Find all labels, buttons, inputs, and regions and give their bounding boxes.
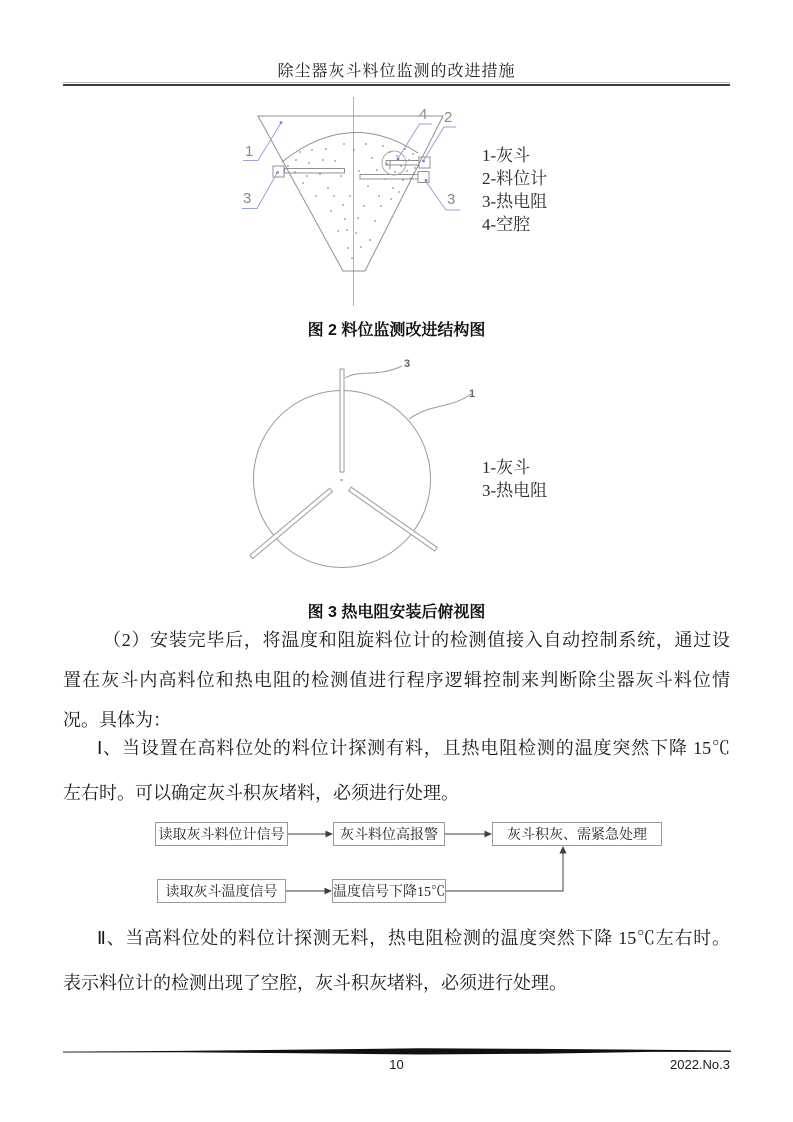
- fig2-callout-4: 4: [419, 106, 428, 123]
- fig2-legend-item: 3-热电阻: [482, 192, 548, 211]
- footer-rule: [63, 1048, 731, 1054]
- fig2-callout-1: 1: [245, 143, 254, 160]
- text-line: Ⅱ、当高料位处的料位计探测无料，热电阻检测的温度突然下降 15℃左右时。: [97, 928, 730, 948]
- header-rule: [63, 84, 730, 86]
- text-line: 况。具体为：: [63, 710, 171, 730]
- text-line: 左右时。可以确定灰斗积灰堵料，必须进行处理。: [63, 783, 459, 803]
- fig2-callout-3-left: 3: [243, 190, 252, 207]
- issue-label: 2022.No.3: [670, 1057, 730, 1072]
- flow-box-ash-emergency: 灰斗积灰、需紧急处理: [492, 822, 662, 846]
- page-title: 除尘器灰斗料位监测的改进措施: [277, 63, 516, 80]
- text-line: （2）安装完毕后，将温度和阻旋料位计的检测值接入自动控制系统，通过设: [103, 630, 730, 650]
- paragraph-intro: [63, 620, 730, 740]
- hopper-outline: [258, 116, 443, 271]
- flow-box-read-level-signal: 读取灰斗料位计信号: [155, 822, 288, 846]
- fig2-legend: [482, 144, 547, 236]
- text-line: 表示料位计的检测出现了空腔，灰斗积灰堵料，必须进行处理。: [63, 973, 567, 993]
- page-number: 10: [389, 1057, 404, 1072]
- text-line: 置在灰斗内高料位和热电阻的检测值进行程序逻辑控制来判断除尘器灰斗料位情: [63, 670, 730, 690]
- fig2-callout-3-right: 3: [447, 191, 456, 208]
- fig3-callout-1: 1: [469, 388, 476, 400]
- fig3-caption: 图 3 热电阻安装后俯视图: [307, 604, 486, 621]
- topview-drawing: [250, 366, 471, 568]
- paragraph-case-1: [63, 726, 730, 816]
- fig3-legend-item: 1-灰斗: [482, 458, 531, 477]
- text-line: Ⅰ、当设置在高料位处的料位计探测有料，且热电阻检测的温度突然下降 15℃: [97, 738, 730, 758]
- flow-box-temp-drop: 温度信号下降15℃: [332, 879, 446, 903]
- fig3-legend: [482, 456, 547, 502]
- fig2-legend-item: 2-料位计: [482, 169, 548, 188]
- header-rule-light: [63, 82, 730, 83]
- flow-box-high-level-alarm: 灰斗料位高报警: [333, 822, 445, 846]
- fig2-legend-item: 4-空腔: [482, 215, 531, 234]
- flow-box-read-temp-signal: 读取灰斗温度信号: [157, 879, 286, 903]
- fig3-callout-3: 3: [404, 358, 411, 370]
- fig3-legend-item: 3-热电阻: [482, 481, 548, 500]
- fig2-caption: 图 2 料位监测改进结构图: [307, 322, 486, 339]
- paragraph-case-2: [63, 916, 730, 1006]
- fig2-callout-2: 2: [444, 109, 453, 126]
- fig2-legend-item: 1-灰斗: [482, 146, 531, 165]
